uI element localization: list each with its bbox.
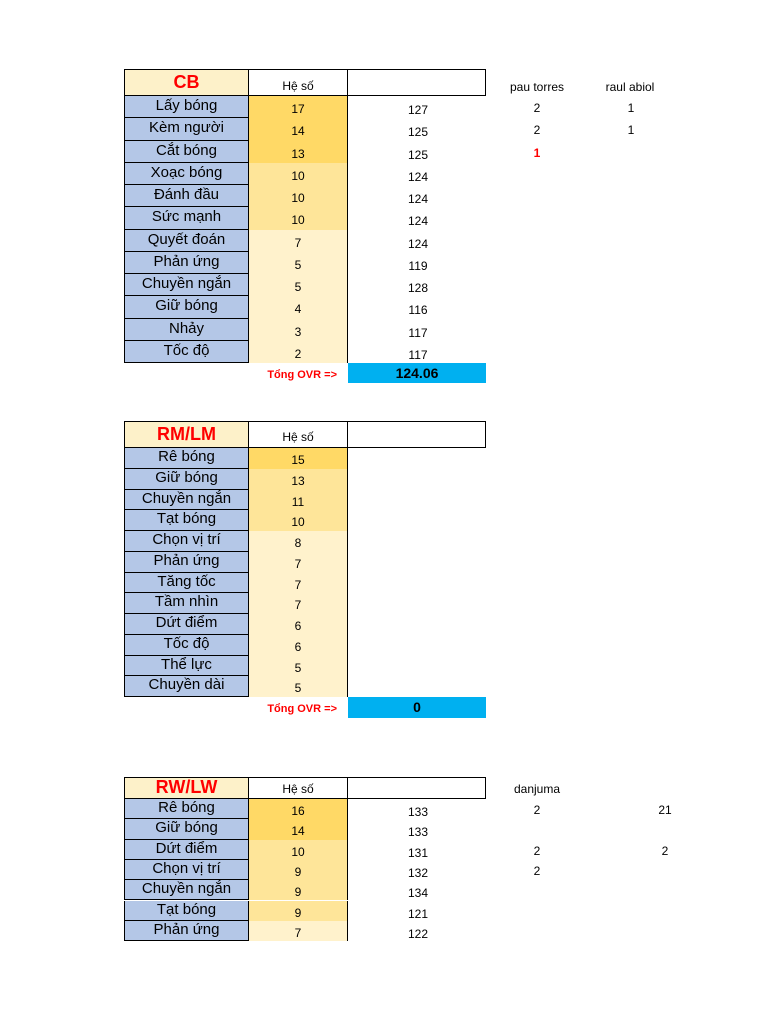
rm-attr-name: Chuyền ngắn [124,490,249,511]
rw-attr-value: 121 [407,906,429,921]
rw-attr-name: Phản ứng [124,921,249,941]
rm-attr-coef: 5 [249,676,348,697]
rm-attr-name: Thể lực [124,656,249,677]
rw-attr-name: Rê bóng [124,799,249,819]
rm-attr-name: Chọn vị trí [124,531,249,552]
rw-attr-name: Chuyền ngắn [124,880,249,900]
cb-attr-name: Sức mạnh [124,207,249,229]
cb-attr-value: 117 [408,347,428,362]
cb-attr-coef: 14 [249,118,348,140]
cb-attr-name: Lấy bóng [124,96,249,118]
rw-attr-coef: 9 [249,860,348,880]
player-name-danjuma: danjuma [513,782,561,796]
rm-attr-coef: 6 [249,614,348,635]
cb-attr-value: 124 [407,192,429,206]
cb-attr-coef: 3 [249,319,348,341]
rw-note: 2 [533,863,541,878]
rw-note: 2 [661,843,669,858]
cb-note: 2 [533,123,541,138]
rm-attr-name: Rê bóng [124,448,249,469]
cb-attr-name: Xoạc bóng [124,163,249,185]
rw-attr-name: Chọn vị trí [124,860,249,880]
rm-attr-name: Dứt điểm [124,614,249,635]
cb-attr-name: Đánh đầu [124,185,249,207]
cb-total-value: 124.06 [348,363,486,383]
rm-attr-name: Tạt bóng [124,510,249,531]
rm-attr-coef: 8 [249,531,348,552]
rw-attr-coef: 14 [249,819,348,839]
cb-attr-value: 117 [408,325,428,340]
rw-note: 21 [658,803,672,817]
player-name-raul-abiol: raul abiol [605,80,655,94]
cb-attr-coef: 10 [249,185,348,207]
cb-attr-name: Nhảy [124,319,249,341]
rm-attr-name: Tốc độ [124,635,249,656]
cb-attr-name: Phản ứng [124,252,249,274]
cb-coef-header: Hệ số [249,69,348,96]
rm-attr-coef: 7 [249,552,348,573]
cb-note: 1 [627,101,635,115]
rw-attr-coef: 9 [249,880,348,900]
cb-attr-coef: 10 [249,163,348,185]
cb-note: 1 [533,145,541,160]
rm-attr-coef: 11 [249,490,348,511]
rm-total-value: 0 [348,697,486,718]
cb-attr-value: 119 [408,258,428,273]
rm-attr-coef: 10 [249,510,348,531]
rw-attr-coef: 9 [249,901,348,921]
cb-attr-coef: 17 [249,96,348,118]
cb-attr-value: 124 [407,169,429,184]
cb-attr-value: 125 [407,147,429,162]
cb-attr-value: 124 [407,214,429,229]
cb-attr-name: Kèm người [124,118,249,140]
cb-attr-value: 128 [407,281,429,295]
rm-attr-name: Tăng tốc [124,573,249,594]
cb-attr-name: Cắt bóng [124,141,249,163]
player-name-pau-torres: pau torres [509,80,565,94]
cb-attr-name: Giữ bóng [124,296,249,318]
rm-attr-name: Phản ứng [124,552,249,573]
cb-title: CB [124,69,249,96]
rw-attr-value: 131 [407,845,429,860]
cb-attr-coef: 2 [249,341,348,363]
cb-attr-coef: 5 [249,274,348,296]
cb-attr-value: 127 [407,103,429,117]
rm-value-header [348,421,486,448]
rw-attr-name: Giữ bóng [124,819,249,839]
rw-attr-value: 134 [407,886,429,901]
cb-attr-value: 116 [408,303,428,318]
rw-coef-header: Hệ số [249,777,348,799]
cb-attr-coef: 4 [249,296,348,318]
rw-attr-value: 133 [407,825,429,840]
cb-attr-value: 125 [407,125,429,140]
cb-attr-coef: 10 [249,207,348,229]
rw-attr-value: 122 [407,926,429,941]
rm-title: RM/LM [124,421,249,448]
rw-value-header [348,777,486,799]
cb-attr-coef: 7 [249,230,348,252]
rw-title: RW/LW [124,777,249,799]
rm-attr-coef: 7 [249,593,348,614]
cb-attr-name: Quyết đoán [124,230,249,252]
cb-attr-name: Chuyền ngắn [124,274,249,296]
cb-total-label: Tổng OVR => [267,369,337,381]
rw-note: 2 [533,843,541,858]
rw-attr-coef: 7 [249,921,348,941]
cb-note: 1 [627,123,635,138]
rw-note: 2 [533,803,541,817]
cb-value-header [348,69,486,96]
cb-note: 2 [533,101,541,115]
cb-attr-coef: 13 [249,141,348,163]
rm-attr-coef: 15 [249,448,348,469]
rm-total-label: Tổng OVR => [267,703,337,715]
rm-attr-coef: 7 [249,573,348,594]
cb-attr-name: Tốc độ [124,341,249,363]
rw-attr-name: Dứt điểm [124,840,249,860]
rm-attr-coef: 13 [249,469,348,490]
cb-attr-coef: 5 [249,252,348,274]
rm-attr-name: Tầm nhìn [124,593,249,614]
rw-attr-coef: 10 [249,840,348,860]
rm-attr-coef: 6 [249,635,348,656]
rw-attr-value: 133 [407,805,429,819]
rw-attr-coef: 16 [249,799,348,819]
rw-attr-value: 132 [407,865,429,880]
rm-coef-header: Hệ số [249,421,348,448]
rm-attr-name: Giữ bóng [124,469,249,490]
cb-attr-value: 124 [407,236,429,251]
rm-attr-coef: 5 [249,656,348,677]
rw-attr-name: Tạt bóng [124,901,249,921]
rm-attr-name: Chuyền dài [124,676,249,697]
